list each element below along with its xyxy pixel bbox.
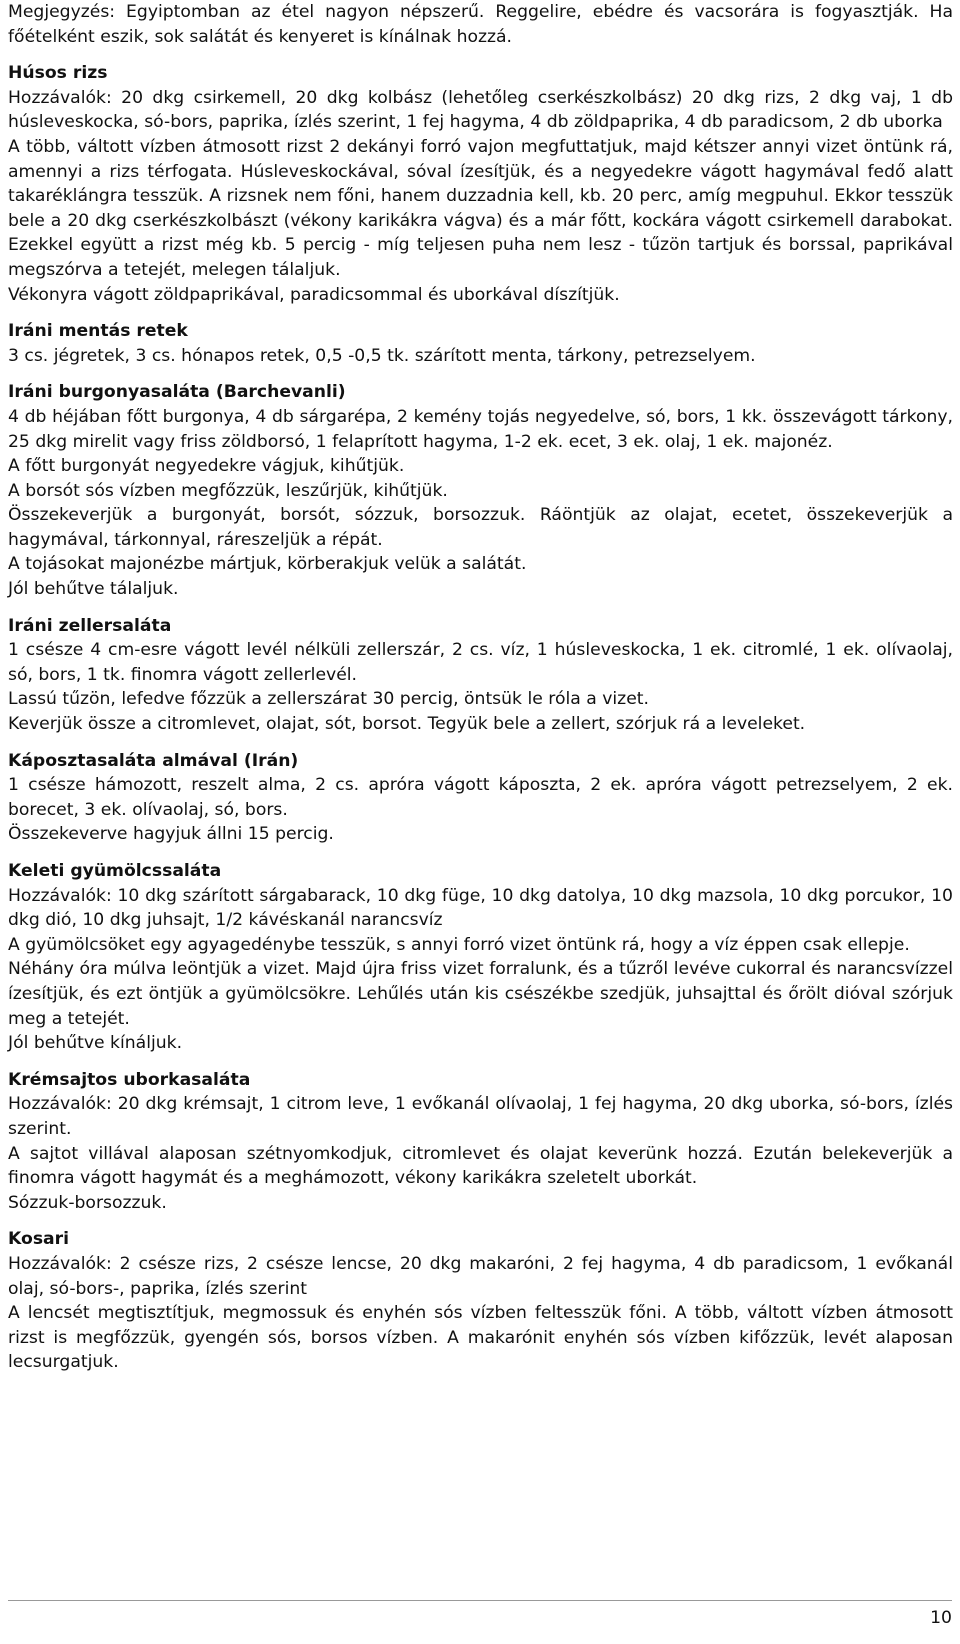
section-gap xyxy=(8,847,953,859)
recipe-kosari xyxy=(8,1227,953,1375)
recipe-title: Iráni zellersaláta xyxy=(8,615,172,636)
footer-divider xyxy=(8,1600,952,1601)
recipe-instructions: Keverjük össze a citromlevet, olajat, sót, borsot. Tegyük bele a zellert, szórjuk rá a leveleket. xyxy=(8,714,806,735)
recipe-instructions: A tojásokat majonézbe mártjuk, körberakjuk velük a salátát. xyxy=(8,554,527,575)
recipe-instructions: A borsót sós vízben megfőzzük, leszűrjük, kihűtjük. xyxy=(8,480,448,501)
recipe-ingredients: 1 csésze hámozott, reszelt alma, 2 cs. apróra vágott káposzta, 2 ek. apróra vágott petrezselyem, 2 ek. borecet, 3 ek. olívaolaj, só, bors. xyxy=(8,775,953,820)
recipe-instructions: A gyümölcsöket egy agyagedénybe tesszük, s annyi forró vizet öntünk rá, hogy a víz éppen csak ellepje. xyxy=(8,934,910,955)
intro-note: Megjegyzés: Egyiptomban az étel nagyon népszerű. Reggelire, ebédre és vacsorára is fogyasztják. Ha főételként eszik, sok salátát és kenyeret is kínálnak hozzá. xyxy=(8,2,953,47)
recipe-irani-zellersalata xyxy=(8,614,953,737)
recipe-irani-burgonyasalata xyxy=(8,380,953,601)
recipe-instructions: Jól behűtve tálaljuk. xyxy=(8,579,179,600)
recipe-ingredients: 1 csésze 4 cm-esre vágott levél nélküli zellerszár, 2 cs. víz, 1 húsleveskocka, 1 ek. citromlé, 1 ek. olívaolaj, só, bors, 1 tk. finomra vágott zellerlevél. xyxy=(8,640,953,685)
recipe-title: Káposztasaláta almával (Irán) xyxy=(8,750,299,771)
recipe-instructions: A lencsét megtisztítjuk, megmossuk és enyhén sós vízben feltesszük főni. A több, váltott vízben átmosott rizst is megfőzzük, gyengén sós, borsos vízben. A makarónit enyhén sós vízben kifőzzük, levét alaposan lecsurgatjuk. xyxy=(8,1303,953,1373)
recipe-instructions: Jól behűtve kínáljuk. xyxy=(8,1033,183,1054)
section-gap xyxy=(8,737,953,749)
recipe-title: Iráni burgonyasaláta (Barchevanli) xyxy=(8,382,346,403)
section-gap xyxy=(8,602,953,614)
recipe-title: Húsos rizs xyxy=(8,63,108,84)
recipe-keleti-gyumolcssalata xyxy=(8,859,953,1056)
recipe-husos-rizs xyxy=(8,61,953,307)
section-gap xyxy=(8,307,953,319)
recipe-instructions: Lassú tűzön, lefedve főzzük a zellerszárat 30 percig, öntsük le róla a vizet. xyxy=(8,689,649,710)
recipe-ingredients: 3 cs. jégretek, 3 cs. hónapos retek, 0,5 -0,5 tk. szárított menta, tárkony, petrezselyem. xyxy=(8,345,756,366)
section-gap xyxy=(8,1056,953,1068)
recipe-instructions: Vékonyra vágott zöldpaprikával, paradicsommal és uborkával díszítjük. xyxy=(8,284,620,305)
page-number: 10 xyxy=(930,1608,952,1628)
recipe-instructions: Sózzuk-borsozzuk. xyxy=(8,1192,167,1213)
recipe-title: Iráni mentás retek xyxy=(8,321,188,342)
recipe-title: Kosari xyxy=(8,1229,70,1250)
section-gap xyxy=(8,368,953,380)
recipe-kremsajtos-uborkasalata xyxy=(8,1068,953,1216)
recipe-instructions: Néhány óra múlva leöntjük a vizet. Majd újra friss vizet forralunk, és a tűzről levéve cukorral és narancsvízzel ízesítjük, és ezt öntjük a gyümölcsökre. Lehűlés után kis csészékbe szedjük, juhsajttal és őrölt dióval szórjuk meg a tetejét. xyxy=(8,959,953,1029)
recipe-title: Krémsajtos uborkasaláta xyxy=(8,1069,251,1090)
recipe-ingredients: Hozzávalók: 2 csésze rizs, 2 csésze lencse, 20 dkg makaróni, 2 fej hagyma, 4 db paradicsom, 1 evőkanál olaj, só-bors-, paprika, ízlés szerint xyxy=(8,1253,953,1299)
recipe-ingredients: 4 db héjában főtt burgonya, 4 db sárgarépa, 2 kemény tojás negyedelve, só, bors, 1 kk. összevágott tárkony, 25 dkg mirelit vagy friss zöldborsó, 1 felaprított hagyma, 1-2 ek. ecet, 3 ek. olaj, 1 ek. majonéz. xyxy=(8,406,953,452)
recipe-instructions: A több, váltott vízben átmosott rizst 2 dekányi forró vajon megfuttatjuk, majd kétszer annyi vizet öntünk rá, amennyi a rizs térfogata. Húsleveskockával, sóval ízesítjük, és a negyedekre vágott hagymával fedő alatt takaréklángra tesszük. A rizsnek nem főni, hanem duzzadnia kell, kb. 20 perc, amíg megpuhul. Ekkor tesszük bele a 20 dkg cserkészkolbászt (vékony karikákra vágva) és a már főtt, kockára vágott csirkemell darabokat. Ezekkel együtt a rizst még kb. 5 percig - míg teljesen puha nem lesz - tűzön tartjuk és borssal, paprikával megszórva a tetejét, melegen tálaljuk. xyxy=(8,136,953,280)
recipe-kaposztasalata-almaval xyxy=(8,749,953,847)
recipe-ingredients: Hozzávalók: 20 dkg csirkemell, 20 dkg kolbász (lehetőleg cserkészkolbász) 20 dkg rizs, 2 dkg vaj, 1 db húsleveskocka, só-bors, paprika, ízlés szerint, 1 fej hagyma, 4 db zöldpaprika, 4 db paradicsom, 2 db uborka xyxy=(8,87,953,133)
recipe-irani-mentas-retek xyxy=(8,319,953,368)
recipe-title: Keleti gyümölcssaláta xyxy=(8,861,222,881)
document-page xyxy=(8,0,953,1375)
recipe-ingredients: Hozzávalók: 10 dkg szárított sárgabarack, 10 dkg füge, 10 dkg datolya, 10 dkg mazsola, 10 dkg porcukor, 10 dkg dió, 10 dkg juhsajt, 1/2 kávéskanál narancsvíz xyxy=(8,885,953,931)
recipe-ingredients: Hozzávalók: 20 dkg krémsajt, 1 citrom leve, 1 evőkanál olívaolaj, 1 fej hagyma, 20 dkg uborka, só-bors, ízlés szerint. xyxy=(8,1094,953,1139)
recipe-instructions: A főtt burgonyát negyedekre vágjuk, kihűtjük. xyxy=(8,456,405,477)
section-gap xyxy=(8,1215,953,1227)
recipe-instructions: Összekeverjük a burgonyát, borsót, sózzuk, borsozzuk. Ráöntjük az olajat, ecetet, összekeverjük a hagymával, tárkonnyal, ráreszeljük a répát. xyxy=(8,505,953,550)
recipe-instructions: Összekeverve hagyjuk állni 15 percig. xyxy=(8,824,334,845)
recipe-instructions: A sajtot villával alaposan szétnyomkodjuk, citromlevet és olajat keverünk hozzá. Ezután belekeverjük a finomra vágott hagymát és a meghámozott, vékony karikákra szeletelt uborkát. xyxy=(8,1143,953,1189)
section-gap xyxy=(8,49,953,61)
